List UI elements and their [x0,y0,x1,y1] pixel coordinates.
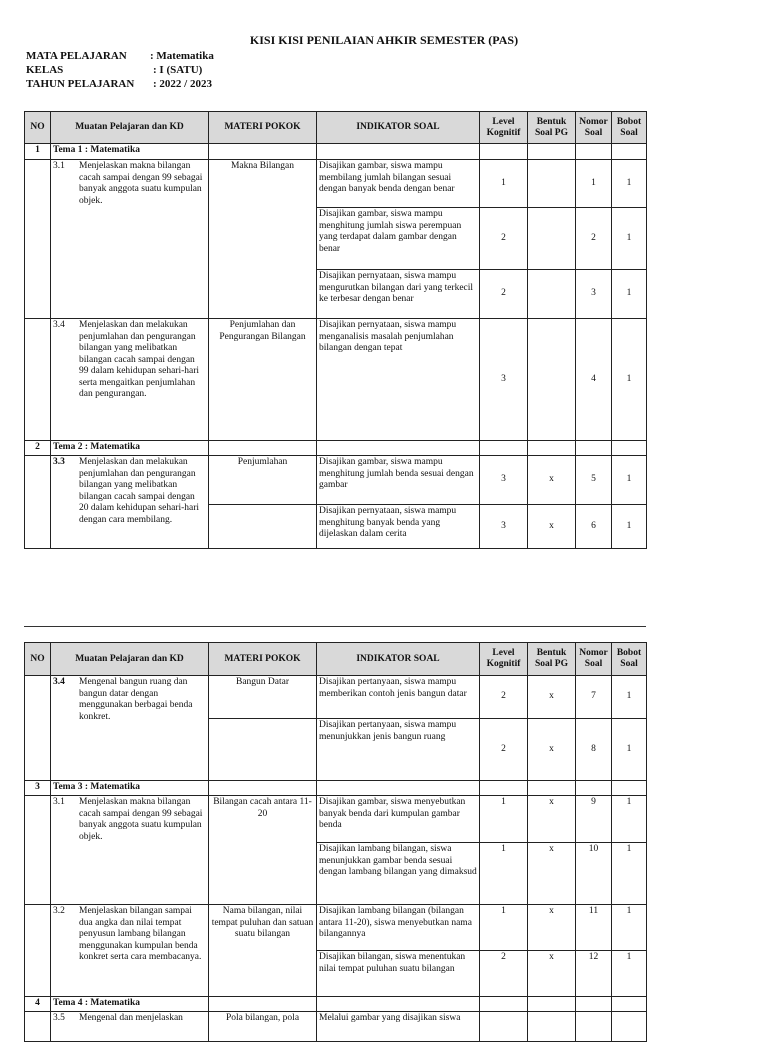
empty-cell [480,997,528,1012]
meta-value: : I (SATU) [153,64,203,76]
bobot-cell [612,1012,647,1042]
empty-cell [576,441,612,456]
empty-cell [209,144,317,160]
level-cell: 3 [480,319,528,441]
level-cell: 1 [480,796,528,843]
meta-label: MATA PELAJARAN [26,50,127,62]
no-cell [25,905,51,997]
bentuk-cell: x [528,719,576,781]
empty-cell [612,144,647,160]
empty-cell [317,997,480,1012]
tema-number: 1 [25,144,51,160]
kd-cell [51,319,209,441]
tema-number: 2 [25,441,51,456]
bobot-cell: 1 [612,208,647,270]
no-cell [25,160,51,319]
bentuk-cell [528,208,576,270]
bentuk-cell: x [528,676,576,719]
empty-cell [480,441,528,456]
header-nomor: Nomor Soal [576,112,612,144]
meta-value: : Matematika [150,50,214,62]
header-no: NO [25,112,51,144]
header-indikator: INDIKATOR SOAL [317,112,480,144]
materi-cell: Penjumlahan [209,456,317,505]
level-cell: 2 [480,719,528,781]
bentuk-cell [528,160,576,208]
level-cell [480,1012,528,1042]
materi-cell: Nama bilangan, nilai tempat puluhan dan satuan suatu bilangan [209,905,317,997]
kd-text: Mengenal dan menjelaskan [79,1013,183,1023]
kd-text: Menjelaskan makna bilangan cacah sampai dengan 99 sebagai banyak anggota suatu kumpulan objek. [79,797,203,842]
level-cell: 1 [480,843,528,905]
indikator-cell: Disajikan lambang bilangan, siswa menunjukkan gambar benda sesuai dengan lambang bilangan yang dimaksud [317,843,480,905]
no-cell [25,1012,51,1042]
nomor-cell: 10 [576,843,612,905]
table-row [25,160,647,208]
header-level: Level Kognitif [480,112,528,144]
indikator-cell: Disajikan pernyataan, siswa mampu menganalisis masalah penjumlahan bilangan dengan tepat [317,319,480,441]
tema-label: Tema 4 : Matematika [51,997,209,1012]
level-cell: 2 [480,208,528,270]
kd-text: Mengenal bangun ruang dan bangun datar dengan menggunakan berbagai benda konkret. [79,677,193,722]
header-bobot: Bobot Soal [612,643,647,676]
bobot-cell: 1 [612,676,647,719]
kd-number: 3.1 [53,161,65,171]
bentuk-cell [528,1012,576,1042]
indikator-cell: Disajikan pernyataan, siswa mampu menghitung banyak benda yang dijelaskan dalam cerita [317,505,480,549]
meta-value: : 2022 / 2023 [153,78,212,90]
kd-number: 3.5 [53,1013,65,1023]
indikator-cell: Disajikan gambar, siswa mampu membilang jumlah bilangan sesuai dengan banyak benda dengan benar [317,160,480,208]
kd-cell [51,796,209,905]
empty-cell [317,441,480,456]
table-row [25,319,647,441]
header-indikator: INDIKATOR SOAL [317,643,480,676]
bobot-cell: 1 [612,319,647,441]
header-materi: MATERI POKOK [209,643,317,676]
bentuk-cell [528,270,576,319]
materi-cell: Penjumlahan dan Pengurangan Bilangan [209,319,317,441]
nomor-cell: 11 [576,905,612,951]
kd-number: 3.4 [53,320,65,330]
empty-cell [317,144,480,160]
table-row [25,676,647,719]
kisi-table-2 [24,642,647,1042]
nomor-cell: 5 [576,456,612,505]
bobot-cell: 1 [612,843,647,905]
empty-cell [576,781,612,796]
nomor-cell: 6 [576,505,612,549]
bobot-cell: 1 [612,270,647,319]
page-separator [24,626,646,627]
materi-cell [209,719,317,781]
tema-row [25,441,647,456]
level-cell: 3 [480,505,528,549]
table-row [25,456,647,505]
nomor-cell [576,1012,612,1042]
materi-cell: Bangun Datar [209,676,317,719]
empty-cell [317,781,480,796]
nomor-cell: 8 [576,719,612,781]
tema-number: 4 [25,997,51,1012]
header-muatan: Muatan Pelajaran dan KD [51,643,209,676]
meta-label: KELAS [26,64,64,76]
indikator-cell: Disajikan bilangan, siswa menentukan nilai tempat puluhan suatu bilangan [317,951,480,997]
kd-cell [51,905,209,997]
bobot-cell: 1 [612,796,647,843]
kd-text: Menjelaskan dan melakukan penjumlahan dan pengurangan bilangan yang melibatkan bilangan cacah sampai dengan 99 dalam kehidupan sehari-hari serta mengaitkan penjumlahan dan pengurangan. [79,320,200,399]
tema-label: Tema 2 : Matematika [51,441,209,456]
level-cell: 2 [480,951,528,997]
bobot-cell: 1 [612,905,647,951]
empty-cell [480,144,528,160]
indikator-cell: Disajikan pertanyaan, siswa mampu memberikan contoh jenis bangun datar [317,676,480,719]
no-cell [25,676,51,781]
empty-cell [209,997,317,1012]
indikator-cell: Disajikan pernyataan, siswa mampu mengurutkan bilangan dari yang terkecil ke terbesar dengan benar [317,270,480,319]
header-no: NO [25,643,51,676]
materi-cell: Pola bilangan, pola [209,1012,317,1042]
indikator-cell: Disajikan gambar, siswa menyebutkan banyak benda dari kumpulan gambar benda [317,796,480,843]
table-row [25,1012,647,1042]
bentuk-cell: x [528,905,576,951]
table-header-row [25,112,647,144]
indikator-cell: Melalui gambar yang disajikan siswa [317,1012,480,1042]
bobot-cell: 1 [612,160,647,208]
indikator-cell: Disajikan pertanyaan, siswa mampu menunjukkan jenis bangun ruang [317,719,480,781]
kd-cell [51,160,209,319]
empty-cell [576,144,612,160]
no-cell [25,319,51,441]
nomor-cell: 2 [576,208,612,270]
materi-cell [209,505,317,549]
bobot-cell: 1 [612,456,647,505]
tema-number: 3 [25,781,51,796]
kd-text: Menjelaskan dan melakukan penjumlahan dan pengurangan bilangan yang melibatkan bilangan cacah sampai dengan 20 dalam kehidupan sehari-hari dengan cara membilang. [79,457,200,525]
level-cell: 1 [480,905,528,951]
header-nomor: Nomor Soal [576,643,612,676]
header-bobot: Bobot Soal [612,112,647,144]
table-row [25,796,647,843]
nomor-cell: 7 [576,676,612,719]
kd-text: Menjelaskan makna bilangan cacah sampai dengan 99 sebagai banyak anggota suatu kumpulan objek. [79,161,203,206]
tema-row [25,997,647,1012]
empty-cell [528,144,576,160]
empty-cell [209,781,317,796]
kd-number: 3.4 [53,677,65,687]
kd-number: 3.2 [53,906,65,916]
empty-cell [480,781,528,796]
nomor-cell: 1 [576,160,612,208]
kd-cell [51,676,209,781]
no-cell [25,796,51,905]
materi-cell: Bilangan cacah antara 11-20 [209,796,317,905]
empty-cell [576,997,612,1012]
tema-row [25,144,647,160]
header-bentuk: Bentuk Soal PG [528,643,576,676]
no-cell [25,456,51,549]
tema-label: Tema 1 : Matematika [51,144,209,160]
bentuk-cell: x [528,843,576,905]
bobot-cell: 1 [612,505,647,549]
document-title: KISI KISI PENILAIAN AHKIR SEMESTER (PAS) [249,33,519,47]
kd-cell [51,1012,209,1042]
tema-row [25,781,647,796]
empty-cell [612,997,647,1012]
kd-number: 3.3 [53,457,65,467]
nomor-cell: 4 [576,319,612,441]
header-muatan: Muatan Pelajaran dan KD [51,112,209,144]
bobot-cell: 1 [612,951,647,997]
table-header-row [25,643,647,676]
kd-number: 3.1 [53,797,65,807]
nomor-cell: 3 [576,270,612,319]
empty-cell [528,781,576,796]
nomor-cell: 9 [576,796,612,843]
bentuk-cell: x [528,505,576,549]
indikator-cell: Disajikan gambar, siswa mampu menghitung jumlah siswa perempuan yang terdapat dalam gambar dengan benar [317,208,480,270]
header-bentuk: Bentuk Soal PG [528,112,576,144]
meta-label: TAHUN PELAJARAN [26,78,135,90]
kd-text: Menjelaskan bilangan sampai dua angka dan nilai tempat penyusun lambang bilangan menggunakan kumpulan benda konkret serta cara membacanya. [79,906,202,962]
header-level: Level Kognitif [480,643,528,676]
tema-label: Tema 3 : Matematika [51,781,209,796]
empty-cell [528,441,576,456]
kisi-table-1 [24,111,647,549]
indikator-cell: Disajikan gambar, siswa mampu menghitung jumlah benda sesuai dengan gambar [317,456,480,505]
empty-cell [528,997,576,1012]
bentuk-cell [528,319,576,441]
bobot-cell: 1 [612,719,647,781]
level-cell: 2 [480,270,528,319]
indikator-cell: Disajikan lambang bilangan (bilangan antara 11-20), siswa menyebutkan nama bilangannya [317,905,480,951]
empty-cell [209,441,317,456]
materi-cell: Makna Bilangan [209,160,317,319]
kd-cell [51,456,209,549]
bentuk-cell: x [528,456,576,505]
empty-cell [612,441,647,456]
nomor-cell: 12 [576,951,612,997]
level-cell: 1 [480,160,528,208]
level-cell: 2 [480,676,528,719]
level-cell: 3 [480,456,528,505]
empty-cell [612,781,647,796]
bentuk-cell: x [528,796,576,843]
header-materi: MATERI POKOK [209,112,317,144]
bentuk-cell: x [528,951,576,997]
table-row [25,905,647,951]
